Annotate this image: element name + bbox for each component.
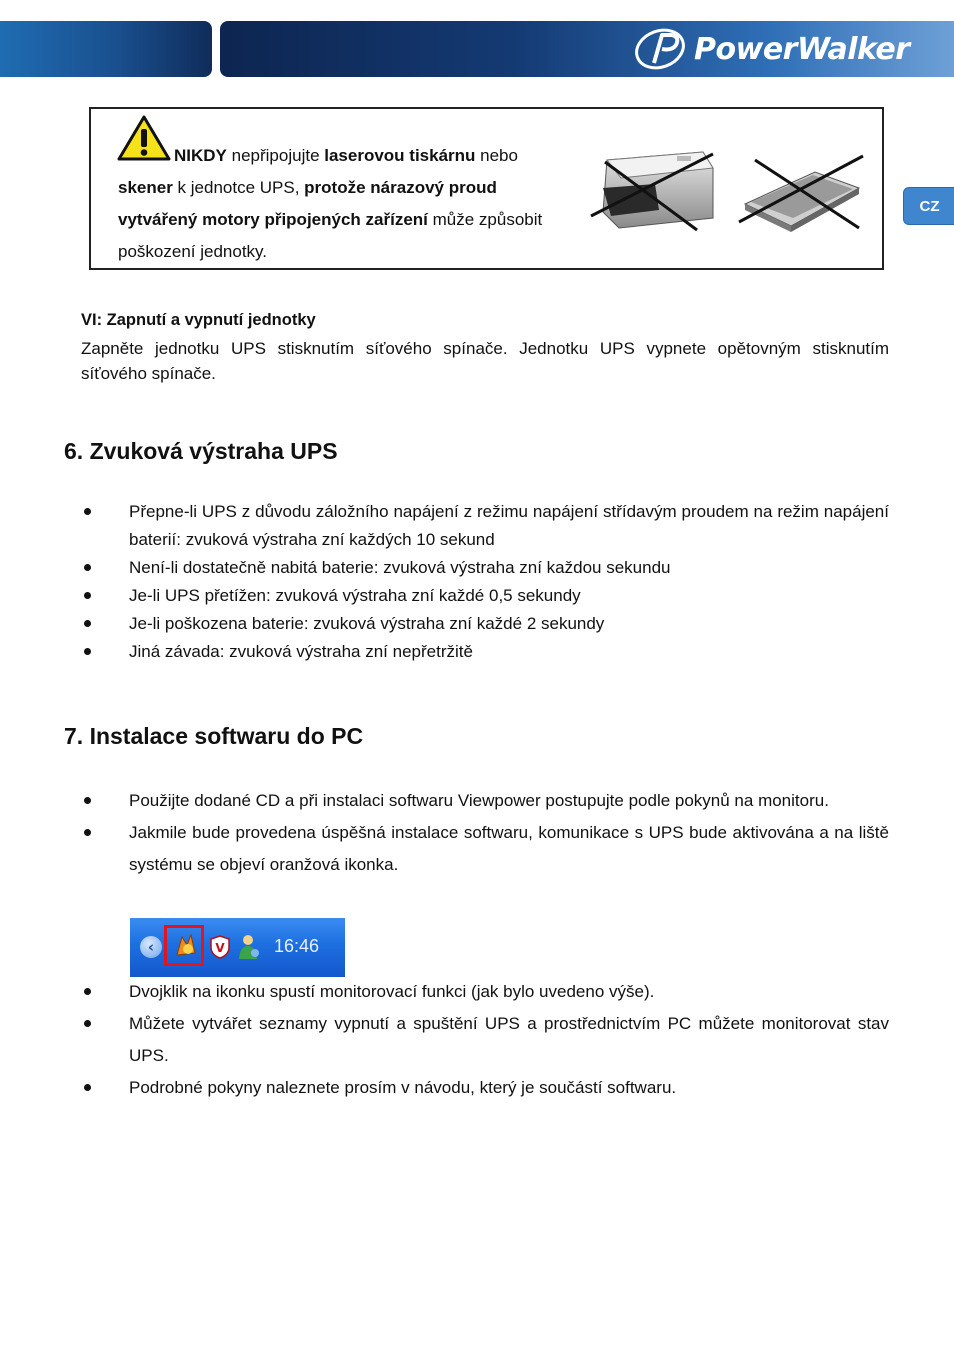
warning-fragment: může způsobit [427, 210, 543, 229]
tray-highlight-box [164, 925, 204, 966]
warning-fragment: k jednotce UPS, [172, 178, 305, 197]
section-7-list-a [81, 785, 889, 881]
section-7-list-b [81, 976, 889, 1104]
list-item: Použijte dodané CD a při instalaci softwaru Viewpower postupujte podle pokynů na monitoru. [81, 785, 889, 817]
list-item: Jiná závada: zvuková výstraha zní nepřetržitě [81, 638, 889, 666]
warning-fragment: nebo [475, 146, 518, 165]
shield-icon [210, 935, 230, 959]
printer-crossed-out-image [585, 148, 720, 233]
list-item: Dvojklik na ikonku spustí monitorovací funkci (jak bylo uvedeno výše). [81, 976, 889, 1008]
list-item: Podrobné pokyny naleznete prosím v návodu, který je součástí softwaru. [81, 1072, 889, 1104]
language-tab-cz[interactable]: CZ [903, 187, 954, 225]
warning-laser-printer: laserovou tiskárnu [324, 146, 476, 165]
warning-inrush: protože nárazový proud [304, 178, 497, 197]
warning-fragment: nepřipojujte [226, 146, 325, 165]
powerwalker-emblem-icon [632, 27, 690, 71]
list-item: Jakmile bude provedena úspěšná instalace softwaru, komunikace s UPS bude aktivována a na liště systému se objeví oranžová ikonka. [81, 817, 889, 881]
section-vi-body: Zapněte jednotku UPS stisknutím síťového spínače. Jednotku UPS vypnete opětovným stisknutím síťového spínače. [81, 339, 889, 383]
brand-name: PowerWalker [694, 31, 910, 67]
expand-arrow-icon: ‹ [140, 936, 162, 958]
list-item: Můžete vytvářet seznamy vypnutí a spuštění UPS a prostřednictvím PC můžete monitorovat stav UPS. [81, 1008, 889, 1072]
section-6-heading: 6. Zvuková výstraha UPS [64, 438, 338, 464]
user-icon [236, 933, 262, 961]
warning-motors: vytvářený motory připojených zařízení [118, 210, 428, 229]
section-6-list [81, 498, 889, 666]
list-item: Není-li dostatečně nabitá baterie: zvuková výstraha zní každou sekundu [81, 554, 889, 582]
list-item: Je-li UPS přetížen: zvuková výstraha zní každé 0,5 sekundy [81, 582, 889, 610]
section-7-heading: 7. Instalace softwaru do PC [64, 723, 364, 749]
list-item: Je-li poškozena baterie: zvuková výstraha zní každé 2 sekundy [81, 610, 889, 638]
header-band-left [0, 21, 212, 77]
svg-text:V: V [215, 941, 225, 955]
warning-scanner: skener [118, 178, 173, 197]
system-tray-screenshot [130, 918, 345, 977]
scanner-crossed-out-image [735, 152, 867, 234]
list-item: Přepne-li UPS z důvodu záložního napájení z režimu napájení střídavým proudem na režim napájení baterií: zvuková výstraha zní každých 10 sekund [81, 498, 889, 554]
brand-logo [632, 26, 942, 72]
warning-nikdy: NIKDY [174, 146, 227, 165]
warning-fragment: poškození jednotky. [118, 242, 267, 261]
warning-text [118, 140, 578, 268]
section-vi-title: VI: Zapnutí a vypnutí jednotky [81, 311, 316, 329]
tray-clock: 16:46 [274, 936, 320, 956]
